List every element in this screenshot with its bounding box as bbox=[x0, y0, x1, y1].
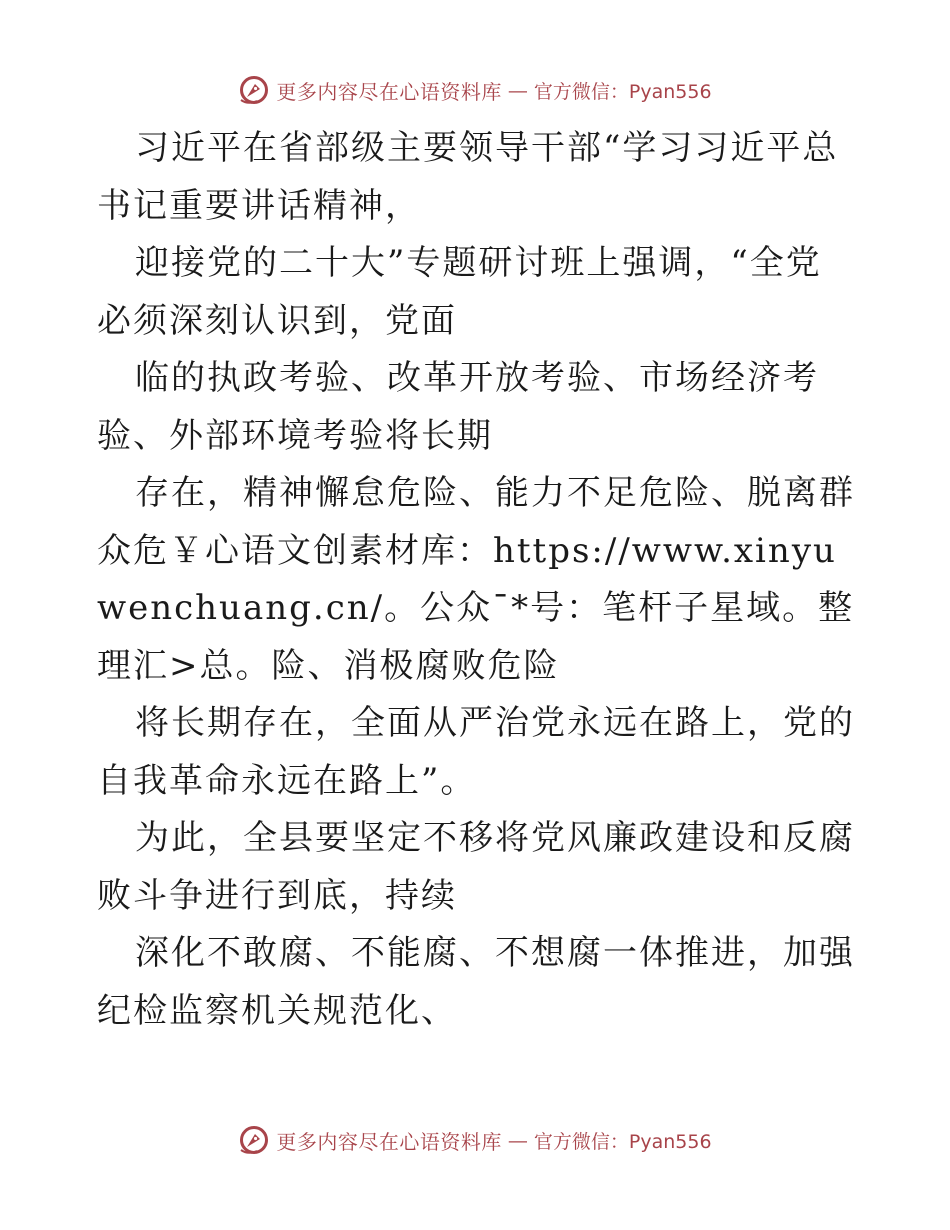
footer-separator: — bbox=[507, 1128, 528, 1152]
header-separator: — bbox=[507, 78, 528, 102]
footer-promo-text: 更多内容尽在心语资料库 bbox=[276, 1129, 502, 1154]
paragraph: 迎接党的二十大”专题研讨班上强调，“全党必须深刻认识到，党面 bbox=[97, 243, 822, 341]
footer-contact-text: 官方微信：Pyan556 bbox=[533, 1130, 712, 1153]
header-watermark-banner bbox=[0, 70, 950, 110]
document-body bbox=[97, 120, 857, 1040]
footer-watermark-banner bbox=[0, 1120, 950, 1160]
paragraph: 深化不敢腐、不能腐、不想腐一体推进，加强纪检监察机关规范化、 bbox=[97, 933, 855, 1031]
pen-nib-circle-icon bbox=[238, 74, 270, 106]
paragraph: 将长期存在，全面从严治党永远在路上，党的自我革命永远在路上”。 bbox=[97, 703, 855, 801]
paragraph: 临的执政考验、改革开放考验、市场经济考验、外部环境考验将长期 bbox=[97, 358, 819, 456]
paragraph: 习近平在省部级主要领导干部“学习习近平总书记重要讲话精神， bbox=[97, 128, 839, 226]
pen-nib-circle-icon bbox=[238, 1124, 270, 1156]
header-promo-text: 更多内容尽在心语资料库 bbox=[276, 79, 502, 104]
header-contact-text: 官方微信：Pyan556 bbox=[533, 80, 712, 103]
paragraph: 存在，精神懈怠危险、能力不足危险、脱离群众危￥心语文创素材库：https://www.xinyuwenchuang.cn/。公众¯*号：笔杆子星域。整理汇>总。险、消极腐败危险 bbox=[97, 473, 855, 686]
paragraph: 为此，全县要坚定不移将党风廉政建设和反腐败斗争进行到底，持续 bbox=[97, 818, 855, 916]
